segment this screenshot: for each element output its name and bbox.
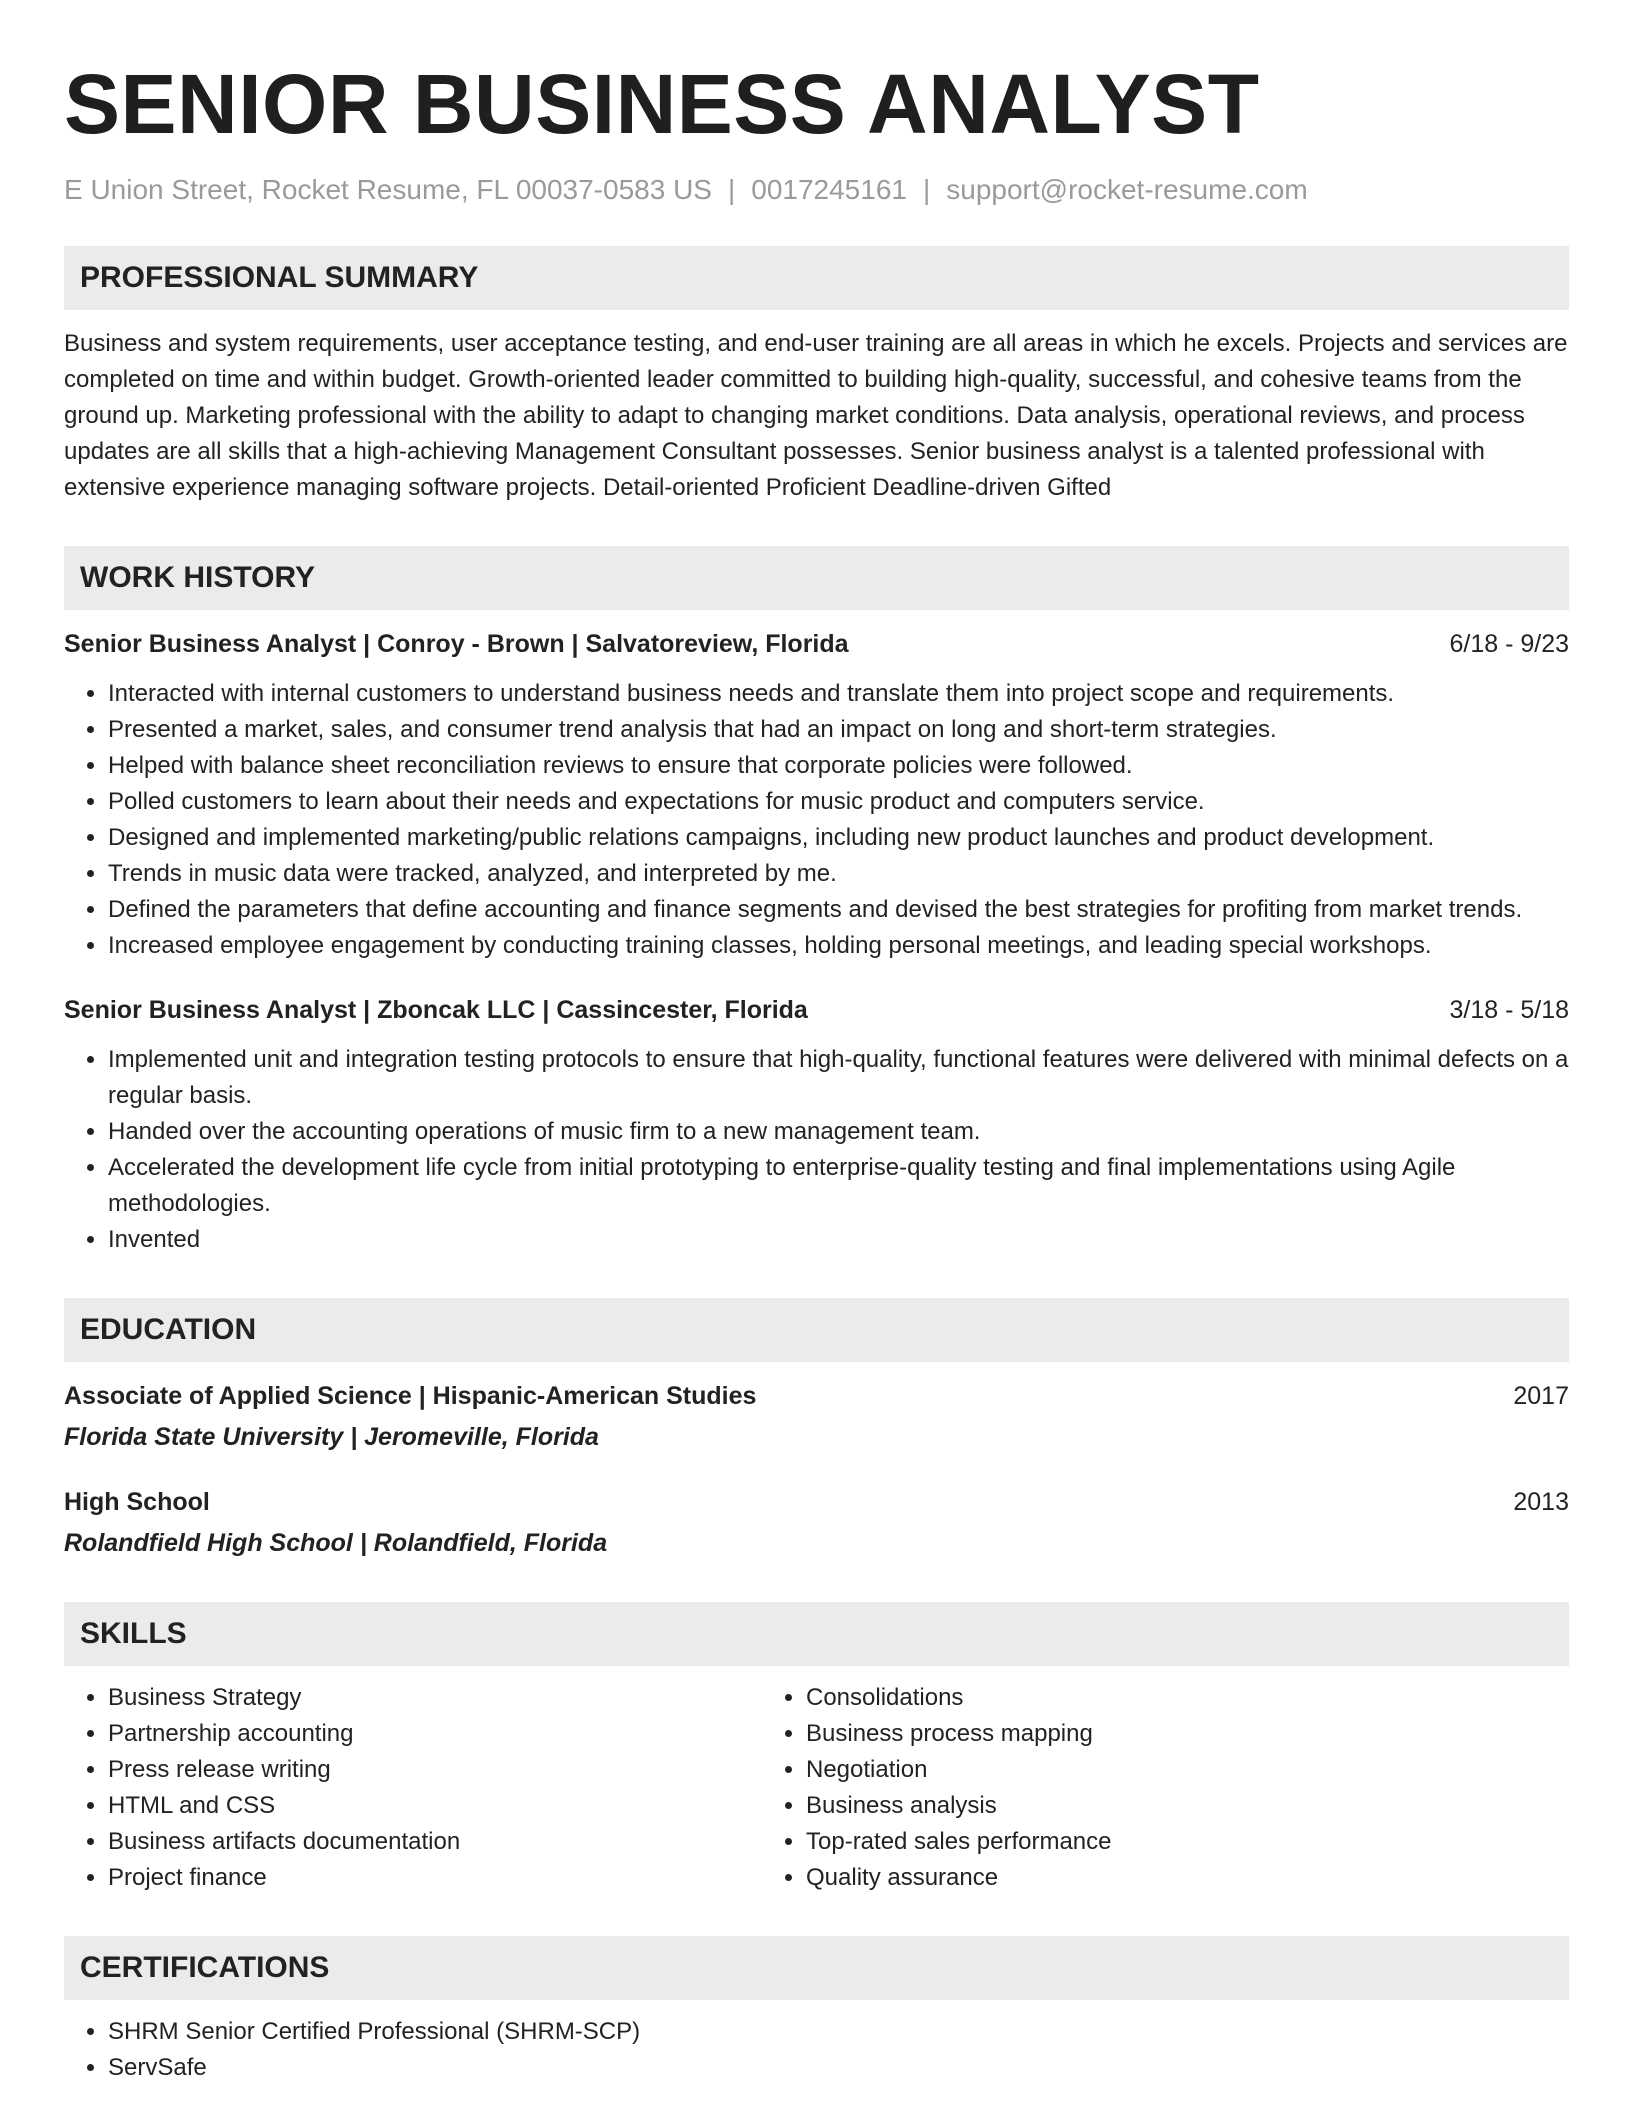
job-title: Senior Business Analyst | Conroy - Brown | Salvatoreview, Florida — [64, 630, 849, 658]
certification-item: • ServSafe — [108, 2050, 1569, 2086]
job-bullet: • Accelerated the development life cycle from initial prototyping to enterprise-quality testing and final implementations using Agile methodologies. — [108, 1150, 1569, 1222]
skill-item: • Press release writing — [108, 1752, 762, 1788]
section-header-summary: PROFESSIONAL SUMMARY — [64, 246, 1569, 310]
skill-item: • Consolidations — [806, 1680, 1460, 1716]
skills-column-right — [762, 1680, 1460, 1896]
education-degree: Associate of Applied Science | Hispanic-American Studies — [64, 1382, 757, 1410]
skill-item: • Negotiation — [806, 1752, 1460, 1788]
education-entry — [64, 1484, 1569, 1562]
skill-item: • Project finance — [108, 1860, 762, 1896]
contact-email: support@rocket-resume.com — [946, 174, 1308, 205]
skill-item: • Business process mapping — [806, 1716, 1460, 1752]
education-school: Florida State University | Jeromeville, Florida — [64, 1423, 599, 1451]
section-header-work-history: WORK HISTORY — [64, 546, 1569, 610]
job-bullet: • Presented a market, sales, and consumer trend analysis that had an impact on long and short-term strategies. — [108, 712, 1569, 748]
job-bullets — [64, 676, 1569, 964]
skills-column-left — [64, 1680, 762, 1896]
job-bullet: • Handed over the accounting operations of music firm to a new management team. — [108, 1114, 1569, 1150]
job-bullet: • Invented — [108, 1222, 1569, 1258]
skill-item: • Partnership accounting — [108, 1716, 762, 1752]
job-title: Senior Business Analyst | Zboncak LLC | Cassincester, Florida — [64, 996, 808, 1024]
job-bullet: • Designed and implemented marketing/public relations campaigns, including new product launches and product development. — [108, 820, 1569, 856]
job-bullet: • Trends in music data were tracked, analyzed, and interpreted by me. — [108, 856, 1569, 892]
contact-separator: | — [727, 174, 736, 205]
resume-name: SENIOR BUSINESS ANALYST — [64, 57, 1260, 151]
education-header — [64, 1378, 1569, 1414]
contact-line — [64, 174, 1569, 206]
job-dates: 6/18 - 9/23 — [1449, 630, 1569, 658]
job-bullet: • Polled customers to learn about their needs and expectations for music product and computers service. — [108, 784, 1569, 820]
skill-item: • Business analysis — [806, 1788, 1460, 1824]
contact-phone: 0017245161 — [751, 174, 907, 205]
section-header-certifications: CERTIFICATIONS — [64, 1936, 1569, 2000]
certifications-list — [64, 2014, 1569, 2086]
education-entry — [64, 1378, 1569, 1456]
job-bullets — [64, 1042, 1569, 1258]
contact-separator: | — [922, 174, 931, 205]
education-year: 2013 — [1513, 1488, 1569, 1516]
job-bullet: • Defined the parameters that define accounting and finance segments and devised the best strategies for profiting from market trends. — [108, 892, 1569, 928]
section-header-education: EDUCATION — [64, 1298, 1569, 1362]
skill-item: • HTML and CSS — [108, 1788, 762, 1824]
job-header — [64, 626, 1569, 662]
job-bullet: • Helped with balance sheet reconciliation reviews to ensure that corporate policies were followed. — [108, 748, 1569, 784]
education-header — [64, 1484, 1569, 1520]
section-header-skills: SKILLS — [64, 1602, 1569, 1666]
skill-item: • Business Strategy — [108, 1680, 762, 1716]
contact-address: E Union Street, Rocket Resume, FL 00037-0583 US — [64, 174, 712, 205]
job-entry — [64, 626, 1569, 964]
education-degree: High School — [64, 1488, 210, 1516]
skill-item: • Top-rated sales performance — [806, 1824, 1460, 1860]
job-bullet: • Implemented unit and integration testing protocols to ensure that high-quality, functional features were delivered with minimal defects on a regular basis. — [108, 1042, 1569, 1114]
certification-item: • SHRM Senior Certified Professional (SHRM-SCP) — [108, 2014, 1569, 2050]
job-header — [64, 992, 1569, 1028]
job-entry — [64, 992, 1569, 1258]
job-dates: 3/18 - 5/18 — [1449, 996, 1569, 1024]
skills-list — [64, 1680, 1569, 1896]
skill-item: • Quality assurance — [806, 1860, 1460, 1896]
summary-text: Business and system requirements, user acceptance testing, and end-user training are all areas in which he excels. Projects and services are completed on time and within budget. Growth-oriented leader committed to building high-quality, successful, and cohesive teams from the ground up. Marketing professional with the ability to adapt to changing market conditions. Data analysis, operational reviews, and process updates are all skills that a high-achieving Management Consultant possesses. Senior business analyst is a talented professional with extensive experience managing software projects. Detail-oriented Proficient Deadline-driven Gifted — [64, 330, 1568, 501]
education-school: Rolandfield High School | Rolandfield, Florida — [64, 1529, 608, 1557]
job-bullet: • Increased employee engagement by conducting training classes, holding personal meetings, and leading special workshops. — [108, 928, 1569, 964]
skill-item: • Business artifacts documentation — [108, 1824, 762, 1860]
education-year: 2017 — [1513, 1382, 1569, 1410]
job-bullet: • Interacted with internal customers to understand business needs and translate them into project scope and requirements. — [108, 676, 1569, 712]
